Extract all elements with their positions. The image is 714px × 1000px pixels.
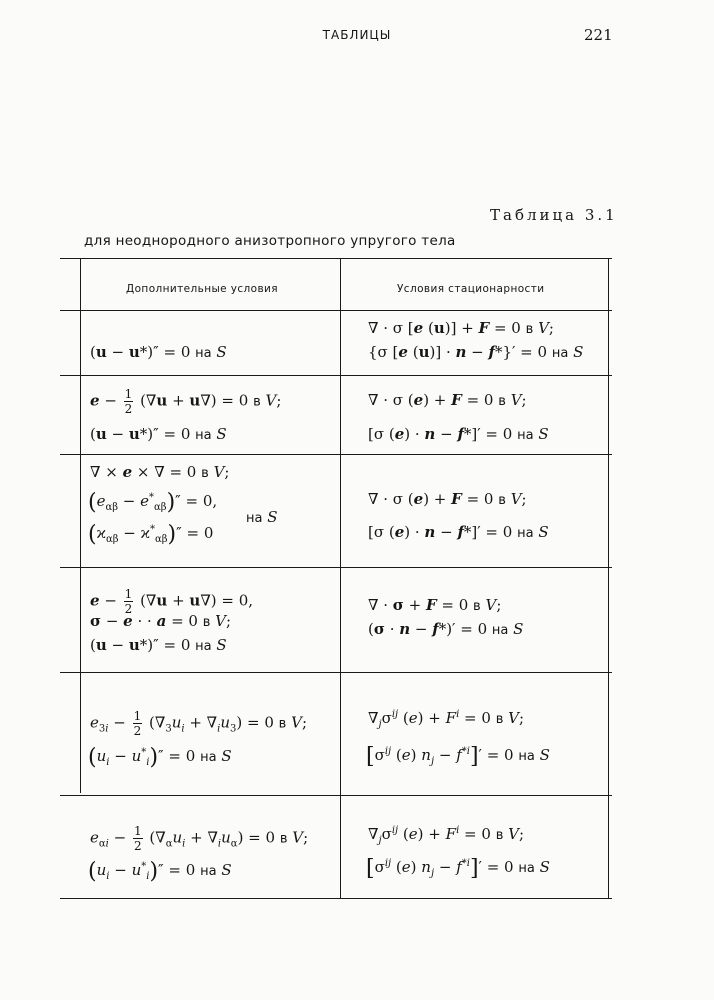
table-column-divider	[340, 258, 341, 898]
word-on: на	[551, 346, 569, 361]
word-in: в	[202, 615, 211, 630]
word-in: в	[495, 828, 504, 843]
word-in: в	[278, 716, 287, 732]
row5-right-line2: [$\sigma^{ij}$ (e) $n_j - f^{*i}]' = 0$ на S	[366, 744, 550, 769]
table-rule-row3	[60, 567, 612, 568]
page-number: 221	[584, 26, 613, 44]
row3-left-line3: $(ϰ_{\alpha\beta} - ϰ^*_{\alpha\beta})'' = 0$	[88, 522, 214, 547]
row6-left-line1: $e_{\alpha i}$ − $\frac{1}{2}$ $(\nabla_\alpha u_i + \nabla_iu_\alpha) = 0$ в V;	[90, 824, 309, 853]
row5-left-line2: $(u_i - u^*_i)'' = 0$ на S	[88, 745, 232, 770]
row5-right-line1: $\nabla_j\sigma^{ij}$ $(e) + F^i = 0$ в V;	[368, 709, 525, 730]
table-rule-row4	[60, 672, 612, 673]
word-in: в	[279, 831, 288, 847]
table-caption: для неоднородного анизотропного упругого тела	[84, 233, 456, 249]
row1-left-line1: (u − u*)″ = 0 на S	[90, 343, 227, 361]
row2-right-line2: [σ (e) · n − f*]′ = 0 на S	[368, 425, 549, 443]
word-on: на	[517, 526, 534, 541]
row3-left-line1: ∇ × e × ∇ = 0 в V;	[90, 463, 230, 481]
row1-right-line1: ∇ · σ [e (u)] + F = 0 в V;	[368, 319, 554, 337]
word-in: в	[473, 599, 481, 614]
column-header-right: Условия стационарности	[397, 283, 545, 295]
word-on: на	[246, 511, 263, 526]
running-title: ТАБЛИЦЫ	[322, 28, 392, 42]
word-on: на	[200, 864, 217, 879]
word-in: в	[253, 394, 261, 410]
row2-left-line2: (u − u*)″ = 0 на S	[90, 425, 227, 443]
table-label: Таблица 3.1	[490, 206, 618, 224]
word-in: в	[498, 493, 506, 508]
word-on: на	[200, 750, 217, 765]
row2-right-line1: ∇ · σ (e) + F = 0 в V;	[368, 391, 527, 409]
row3-left-line2: $(e_{\alpha\beta} - e^*_{\alpha\beta})'' = 0$,	[88, 490, 218, 515]
word-in: в	[201, 466, 209, 481]
row4-left-line2: σ − e · · a = 0 в V;	[90, 612, 232, 630]
row3-right-line1: ∇ · σ (e) + F = 0 в V;	[368, 490, 527, 508]
fraction-one-half: $\frac{1}{2}$	[124, 387, 133, 416]
table-rule-top	[60, 258, 612, 259]
word-on: на	[195, 346, 212, 361]
table-right-border	[608, 258, 609, 898]
row6-right-line2: [$\sigma^{ij}$ (e) $n_j - f^{*i}]' = 0$ на S	[366, 856, 550, 881]
word-on: на	[491, 623, 509, 638]
word-in: в	[525, 322, 534, 337]
table-left-border	[80, 258, 81, 793]
table-rule-row2	[60, 454, 612, 455]
word-on: на	[517, 428, 534, 443]
word-in: в	[495, 712, 504, 727]
row3-right-line2: [σ (e) · n − f*]′ = 0 на S	[368, 523, 549, 541]
table-rule-bottom	[60, 898, 612, 899]
row1-right-line2: {σ [e (u)] · n − f*}′ = 0 на S	[368, 343, 584, 361]
fraction-one-half: $\frac{1}{2}$	[133, 824, 142, 853]
table-rule-row5	[60, 795, 612, 796]
row4-left-line3: (u − u*)″ = 0 на S	[90, 636, 227, 654]
row4-right-line2: (σ · n − f*)′ = 0 на S	[368, 620, 524, 638]
word-on: на	[518, 861, 535, 876]
table-rule-row1	[60, 375, 612, 376]
fraction-one-half: $\frac{1}{2}$	[124, 587, 133, 616]
row4-right-line1: ∇ · σ + F = 0 в V;	[368, 596, 502, 614]
word-on: на	[195, 639, 212, 654]
column-header-left: Дополнительные условия	[126, 283, 278, 295]
word-in: в	[498, 394, 506, 409]
row2-left-line1: e − $\frac{1}{2}$ (∇u + u∇) = 0 в V;	[90, 387, 282, 416]
row6-right-line1: $\nabla_j\sigma^{ij}$ $(e) + F^i = 0$ в V;	[368, 825, 525, 846]
row4-left-line1: e − $\frac{1}{2}$ (∇u + u∇) = 0,	[90, 587, 254, 616]
row5-left-line1: $e_{3i}$ − $\frac{1}{2}$ $(\nabla_3u_i + \nabla_iu_3) = 0$ в V;	[90, 709, 308, 738]
word-on: на	[195, 428, 212, 443]
word-on: на	[518, 749, 535, 764]
fraction-one-half: $\frac{1}{2}$	[133, 709, 142, 738]
row3-left-on-s: на S	[246, 508, 278, 526]
row6-left-line2: $(u_i - u^*_i)'' = 0$ на S	[88, 859, 232, 884]
table-rule-header	[60, 310, 612, 311]
